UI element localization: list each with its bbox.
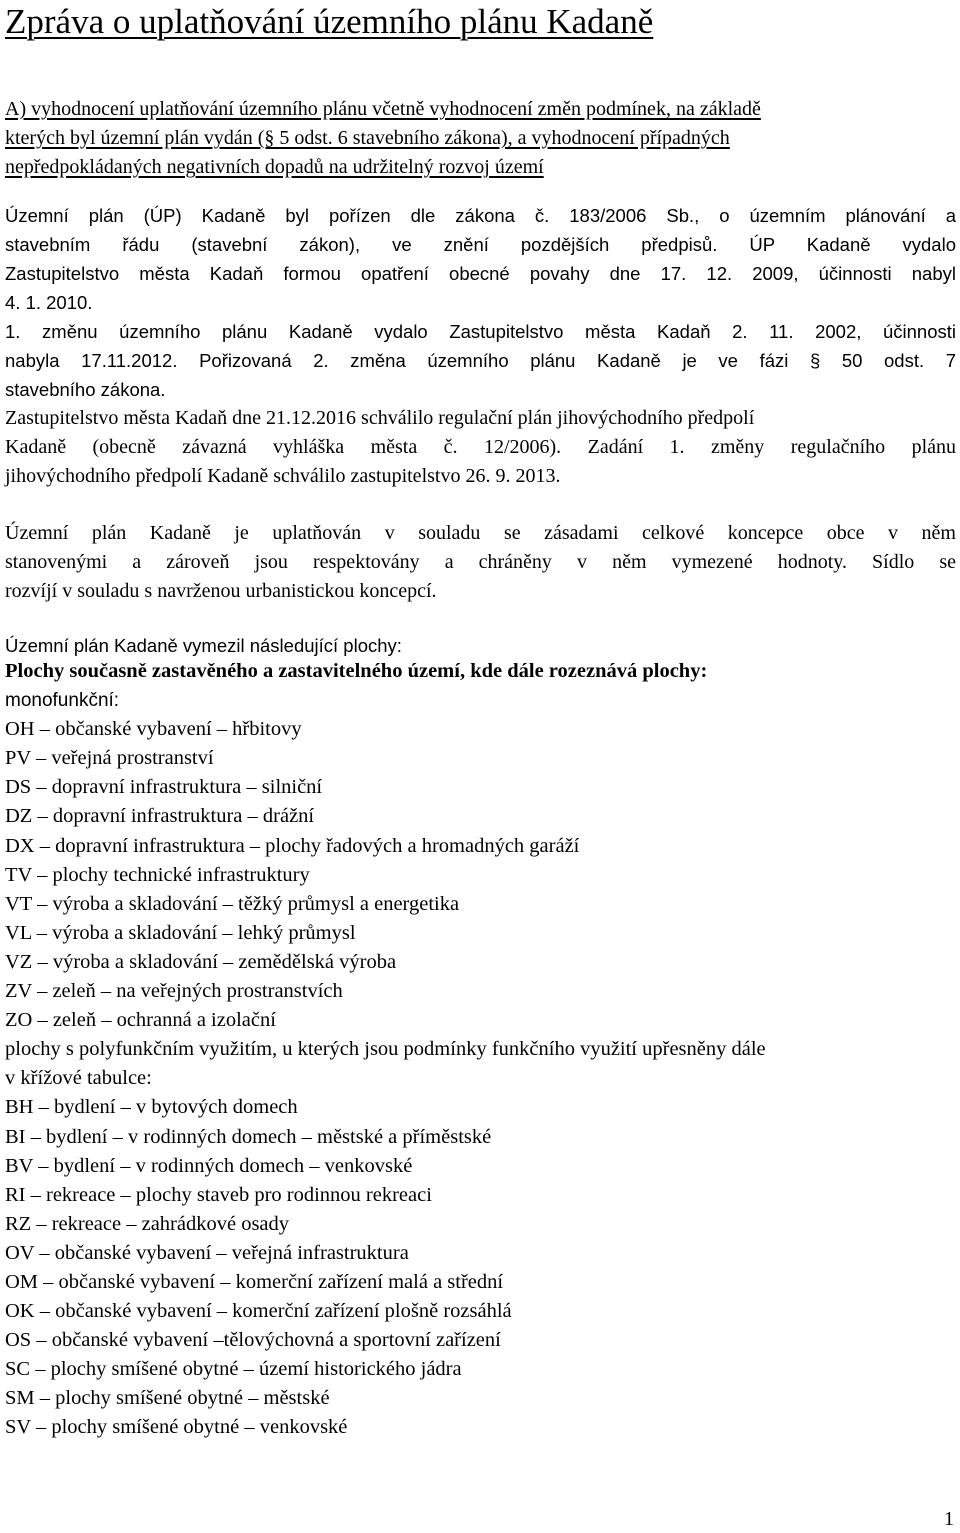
list-item: SC – plochy smíšené obytné – území historického jádra [5, 1358, 462, 1381]
paragraph-line: rozvíjí v souladu s navrženou urbanistickou koncepcí. [5, 580, 437, 602]
page-title: Zpráva o uplatňování územního plánu Kadaně [5, 2, 654, 41]
page-number: 1 [944, 1508, 954, 1530]
paragraph-line: Územní plán Kadaně je uplatňován v souladu se zásadami celkové koncepce obce v něm [5, 522, 956, 544]
list-item: VL – výroba a skladování – lehký průmysl [5, 921, 356, 944]
poly-intro-line: v křížové tabulce: [5, 1067, 152, 1090]
paragraph-line: nabyla 17.11.2012. Pořizovaná 2. změna územního plánu Kadaně je ve fázi § 50 odst. 7 [5, 350, 956, 371]
paragraph-line: stavebního zákona. [5, 379, 166, 400]
paragraph-line: Zastupitelstvo města Kadaň dne 21.12.2016 schválilo regulační plán jihovýchodního předpolí [5, 407, 755, 429]
list-item: OK – občanské vybavení – komerční zařízení plošně rozsáhlá [5, 1300, 512, 1323]
paragraph-line: Zastupitelstvo města Kadaň formou opatření obecné povahy dne 17. 12. 2009, účinnosti nabyl [5, 263, 956, 284]
list-item: PV – veřejná prostranství [5, 747, 214, 770]
list-item: DX – dopravní infrastruktura – plochy řadových a hromadných garáží [5, 834, 580, 857]
areas-list [5, 657, 956, 1443]
poly-intro-line: plochy s polyfunkčním využitím, u kterých jsou podmínky funkčního využití upřesněny dále [5, 1038, 766, 1061]
paragraph-line: 4. 1. 2010. [5, 292, 93, 313]
paragraph-line: Územní plán (ÚP) Kadaně byl pořízen dle zákona č. 183/2006 Sb., o územním plánování a [5, 205, 956, 226]
list-item: ZV – zeleň – na veřejných prostranstvích [5, 980, 343, 1003]
list-item: DZ – dopravní infrastruktura – drážní [5, 805, 315, 828]
list-item: ZO – zeleň – ochranná a izolační [5, 1009, 276, 1032]
list-item: RZ – rekreace – zahrádkové osady [5, 1212, 290, 1235]
list-item: BI – bydlení – v rodinných domech – městské a příměstské [5, 1125, 492, 1148]
section-a-heading [5, 95, 955, 182]
paragraph-plan-application [5, 519, 956, 606]
section-a-line: A) vyhodnocení uplatňování územního plánu včetně vyhodnocení změn podmínek, na základě [5, 98, 761, 120]
list-item: RI – rekreace – plochy staveb pro rodinnou rekreaci [5, 1183, 432, 1206]
list-item: SM – plochy smíšené obytné – městské [5, 1387, 330, 1410]
list-item: SV – plochy smíšené obytné – venkovské [5, 1416, 348, 1439]
list-item: VT – výroba a skladování – těžký průmysl a energetika [5, 892, 460, 915]
paragraph-line: stanovenými a zároveň jsou respektovány a chráněny v něm vymezené hodnoty. Sídlo se [5, 551, 956, 573]
areas-intro: Územní plán Kadaně vymezil následující plochy: [5, 635, 402, 656]
paragraph-areas-intro [5, 631, 956, 660]
list-item: TV – plochy technické infrastruktury [5, 863, 310, 886]
paragraph-line: Kadaně (obecně závazná vyhláška města č. 12/2006). Zadání 1. změny regulačního plánu [5, 436, 956, 458]
list-item: BH – bydlení – v bytových domech [5, 1096, 298, 1119]
list-item: BV – bydlení – v rodinných domech – venkovské [5, 1154, 413, 1177]
section-a-line: kterých byl územní plán vydán (§ 5 odst. 6 stavebního zákona), a vyhodnocení případných [5, 127, 730, 149]
list-item: OH – občanské vybavení – hřbitovy [5, 718, 302, 741]
section-a-line: nepředpokládaných negativních dopadů na udržitelný rozvoj území [5, 156, 544, 178]
paragraph-line: jihovýchodního předpolí Kadaně schválilo zastupitelstvo 26. 9. 2013. [5, 465, 561, 487]
list-item: OS – občanské vybavení –tělovýchovná a sportovní zařízení [5, 1329, 501, 1352]
mono-label: monofunkční: [5, 690, 120, 712]
paragraph-plan-history [5, 201, 956, 491]
list-item: VZ – výroba a skladování – zemědělská výroba [5, 950, 397, 973]
list-item: OV – občanské vybavení – veřejná infrastruktura [5, 1241, 409, 1264]
list-item: OM – občanské vybavení – komerční zařízení malá a střední [5, 1270, 504, 1293]
areas-heading: Plochy současně zastavěného a zastavitelného území, kde dále rozeznává plochy: [5, 660, 708, 682]
list-item: DS – dopravní infrastruktura – silniční [5, 776, 323, 799]
paragraph-line: 1. změnu územního plánu Kadaně vydalo Zastupitelstvo města Kadaň 2. 11. 2002, účinnosti [5, 321, 956, 342]
paragraph-line: stavebním řádu (stavební zákon), ve znění pozdějších předpisů. ÚP Kadaně vydalo [5, 234, 956, 255]
